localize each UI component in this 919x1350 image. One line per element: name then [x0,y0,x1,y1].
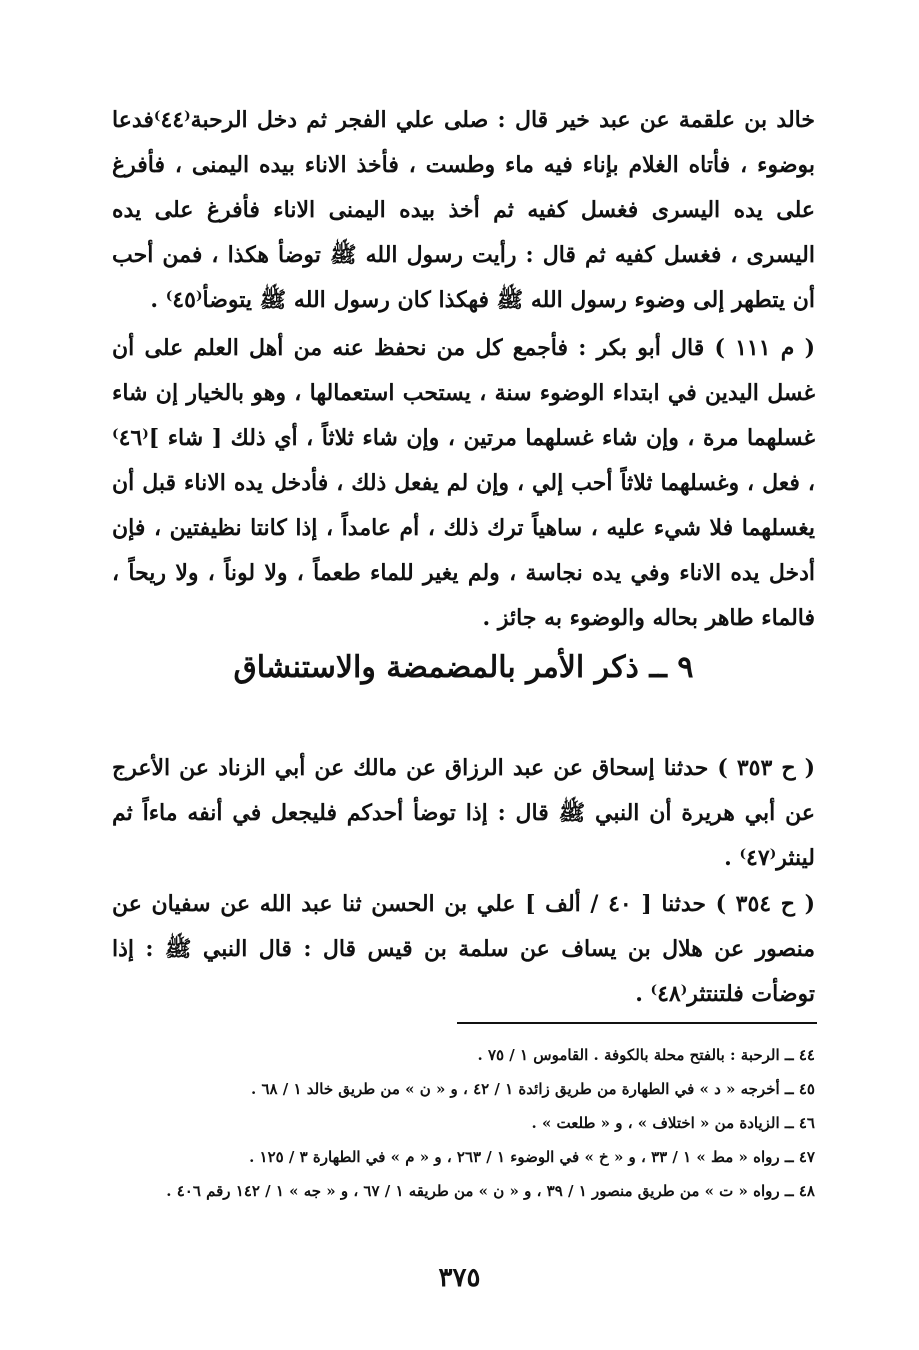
footnote-45: ٤٥ ــ أخرجه « د » في الطهارة من طريق زائدة ١ / ٤٢ ، و « ن » من طريق خالد ١ / ٦٨ . [251,1080,815,1098]
footnotes [112,1038,815,1208]
body-paragraph-3: ( ح ٣٥٣ ) حدثنا إسحاق عن عبد الرزاق عن مالك عن أبي الزناد عن الأعرج عن أبي هريرة أن النبي ﷺ قال : إذا توضأ أحدكم فليجعل في أنفه ماءاً ثم لينثر⁽٤٧⁾ . [112,755,815,871]
section-heading: ٩ ــ ذكر الأمر بالمضمضة والاستنشاق [233,650,694,685]
body-paragraph-2: ( م ١١١ ) قال أبو بكر : فأجمع كل من نحفظ عنه من أهل العلم على أن غسل اليدين في ابتداء الوضوء سنة ، يستحب استعمالها ، وهو بالخيار إن شاء غسلهما مرة ، وإن شاء غسلهما مرتين ، وإن شاء ثلاثاً ، أي ذلك [ شاء ]⁽٤٦⁾ ، فعل ، وغسلهما ثلاثاً أحب إلي ، وإن لم يفعل ذلك ، فأدخل يده الاناء قبل أن يغسلهما فلا شيء عليه ، ساهياً ترك ذلك ، أم عامداً ، إذا كانتا نظيفتين ، فإن أدخل يده الاناء وفي يده نجاسة ، ولم يغير للماء طعماً ، ولا لوناً ، ولا ريحاً ، فالماء طاهر بحاله والوضوء به جائز . [112,335,815,631]
footnote-divider [457,1022,817,1024]
page-number: ٣٧٥ [438,1263,481,1293]
footnote-47: ٤٧ ــ رواه « مط » ١ / ٣٣ ، و « خ » في الوضوء ١ / ٢٦٣ ، و « م » في الطهارة ٣ / ١٢٥ . [249,1148,815,1166]
footnote-46: ٤٦ ــ الزيادة من « اختلاف » ، و « طلعت » . [531,1114,815,1132]
body-paragraph-4: ( ح ٣٥٤ ) حدثنا [ ٤٠ / ألف ] علي بن الحسن ثنا عبد الله عن سفيان عن منصور عن هلال بن يساف عن سلمة بن قيس قال : قال النبي ﷺ : إذا توضأت فلتنتثر⁽٤٨⁾ . [112,891,815,1007]
body-paragraph-1: خالد بن علقمة عن عبد خير قال : صلى علي الفجر ثم دخل الرحبة⁽٤٤⁾فدعا بوضوء ، فأتاه الغلام بإناء فيه ماء وطست ، فأخذ الاناء بيده اليمنى ، فأفرغ على يده اليسرى فغسل كفيه ثم أخذ بيده اليمنى الاناء فأفرغ على يده اليسرى ، فغسل كفيه ثم قال : رأيت رسول الله ﷺ توضأ هكذا ، فمن أحب أن يتطهر إلى وضوء رسول الله ﷺ فهكذا كان رسول الله ﷺ يتوضأ⁽٤٥⁾ . [112,107,815,313]
footnote-48: ٤٨ ــ رواه « ت » من طريق منصور ١ / ٣٩ ، و « ن » من طريقه ١ / ٦٧ ، و « جه » ١ / ١٤٢ رقم ٤٠٦ . [166,1182,815,1200]
footnote-44: ٤٤ ــ الرحبة : بالفتح محلة بالكوفة . القاموس ١ / ٧٥ . [477,1046,815,1064]
